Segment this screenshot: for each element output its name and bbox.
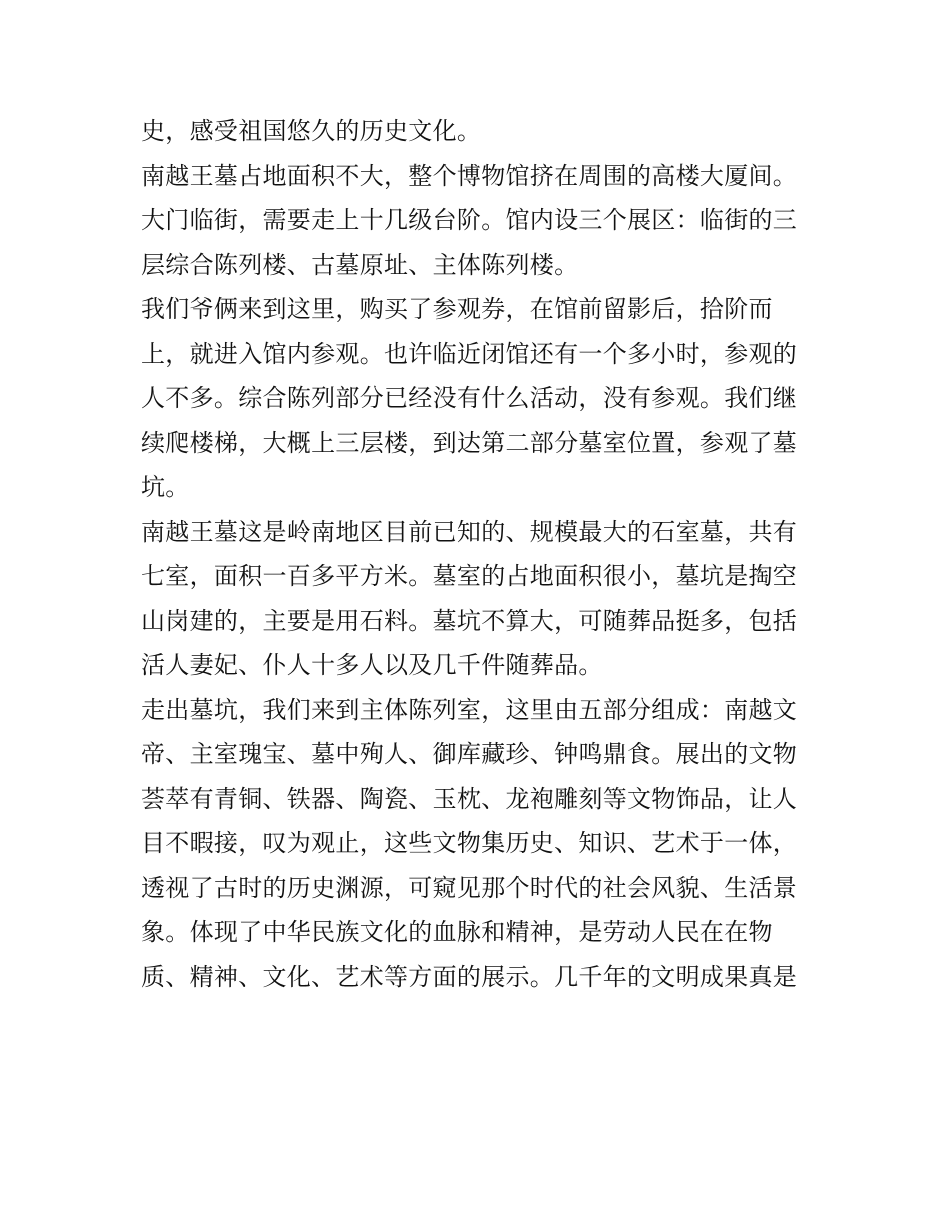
text-line: 我们爷俩来到这里，购买了参观券，在馆前留影后，拾阶而 [141,295,773,323]
text-line: 上，就进入馆内参观。也许临近闭馆还有一个多小时，参观的 [141,339,798,368]
text-line: 坑。 [141,473,190,501]
text-line: 透视了古时的历史渊源，可窥见那个时代的社会风貌、生活景 [141,873,798,902]
text-line: 象。体现了中华民族文化的血脉和精神，是劳动人民在在物 [141,918,773,946]
text-line: 人不多。综合陈列部分已经没有什么活动，没有参观。我们继 [141,384,798,412]
text-line: 续爬楼梯，大概上三层楼，到达第二部分墓室位置，参观了墓 [141,428,798,457]
text-line: 目不暇接，叹为观止，这些文物集历史、知识、艺术于一体， [141,829,798,857]
text-line: 帝、主室瑰宝、墓中殉人、御库藏珍、钟鸣鼎食。展出的文物 [141,740,798,768]
text-line: 史，感受祖国悠久的历史文化。 [141,117,482,145]
text-line: 大门临街，需要走上十几级台阶。馆内设三个展区：临街的三 [141,206,798,234]
text-line: 荟萃有青铜、铁器、陶瓷、玉枕、龙袍雕刻等文物饰品，让人 [141,784,798,813]
text-line: 南越王墓这是岭南地区目前已知的、规模最大的石室墓，共有 [141,517,798,546]
body-text [141,109,821,999]
text-line: 南越王墓占地面积不大，整个博物馆挤在周围的高楼大厦间。 [141,161,798,190]
text-line: 七室，面积一百多平方米。墓室的占地面积很小，墓坑是掏空 [141,562,798,590]
text-line: 走出墓坑，我们来到主体陈列室，这里由五部分组成：南越文 [141,695,798,724]
text-line: 山岗建的，主要是用石料。墓坑不算大，可随葬品挺多，包括 [141,606,798,635]
text-line: 层综合陈列楼、古墓原址、主体陈列楼。 [141,250,579,279]
text-line: 质、精神、文化、艺术等方面的展示。几千年的文明成果真是 [141,962,798,991]
text-line: 活人妻妃、仆人十多人以及几千件随葬品。 [141,651,603,679]
